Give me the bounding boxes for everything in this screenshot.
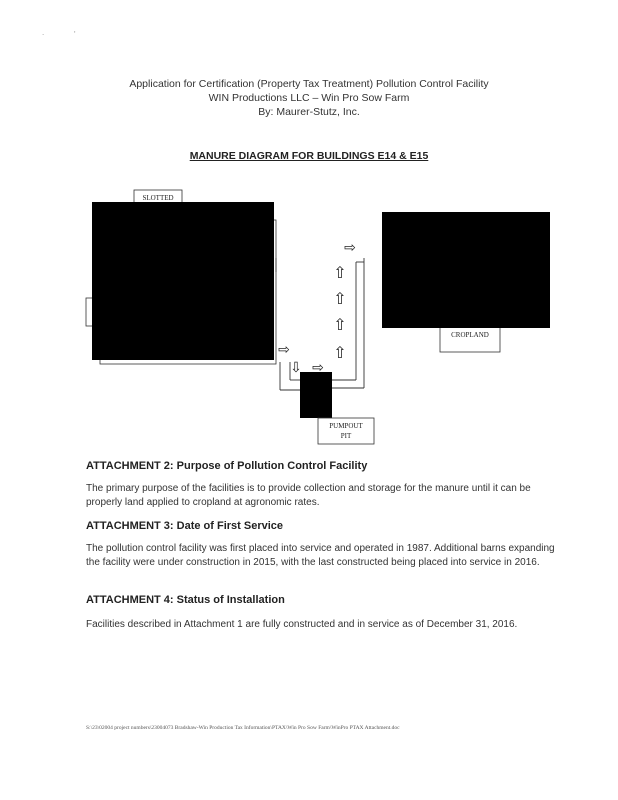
redaction-block-pit — [300, 372, 332, 418]
scan-mark: . — [42, 28, 45, 37]
attachment-2-heading: ATTACHMENT 2: Purpose of Pollution Control Facility — [86, 460, 368, 472]
header-line-3: By: Maurer-Stutz, Inc. — [258, 106, 360, 118]
redaction-block-cropland — [382, 212, 550, 328]
attachment-2-body: The primary purpose of the facilities is to provide collection and storage for the manure until it can be properly land applied to cropland at agronomic rates. — [86, 483, 531, 508]
attachment-4-heading: ATTACHMENT 4: Status of Installation — [86, 594, 285, 606]
redaction-block-barns — [92, 202, 274, 360]
scan-mark: ' — [74, 30, 76, 39]
attachment-3-heading: ATTACHMENT 3: Date of First Service — [86, 520, 284, 532]
file-path-footer: S:\23\02004 project numbers\23004073 Bradshaw-Win Production Tax Information\PTAX\Win Pro Sow Farm\WinPro PTAX Attachment.doc — [86, 725, 400, 731]
diagram-title: MANURE DIAGRAM FOR BUILDINGS E14 & E15 — [189, 150, 429, 162]
arrow-up-icon: ⇧ — [333, 291, 347, 308]
arrow-right-icon: ⇨ — [278, 341, 290, 357]
arrow-up-icon: ⇧ — [333, 317, 347, 334]
arrow-up-icon: ⇧ — [333, 265, 347, 282]
header-line-2: WIN Productions LLC – Win Pro Sow Farm — [208, 92, 410, 104]
header-line-1: Application for Certification (Property Tax Treatment) Pollution Control Facility — [129, 78, 489, 90]
cropland-label: CROPLAND — [451, 331, 489, 339]
arrow-down-icon: ⇩ — [290, 359, 302, 375]
attachment-4-body: Facilities described in Attachment 1 are fully constructed and in service as of December 31, 2016. — [86, 619, 518, 630]
manure-diagram — [0, 180, 618, 450]
pumpout-label: PUMPOUT — [329, 422, 363, 430]
slotted-label: SLOTTED — [142, 194, 174, 202]
pit-label: PIT — [340, 432, 352, 440]
arrow-right-icon: ⇨ — [312, 359, 324, 375]
attachment-3-body: The pollution control facility was first placed into service and operated in 1987. Additional barns expanding the facility were under construction in 2015, with the last constructed being placed into service in 2016. — [86, 543, 555, 568]
arrow-right-icon: ⇨ — [344, 239, 356, 255]
arrow-up-icon: ⇧ — [333, 345, 347, 362]
